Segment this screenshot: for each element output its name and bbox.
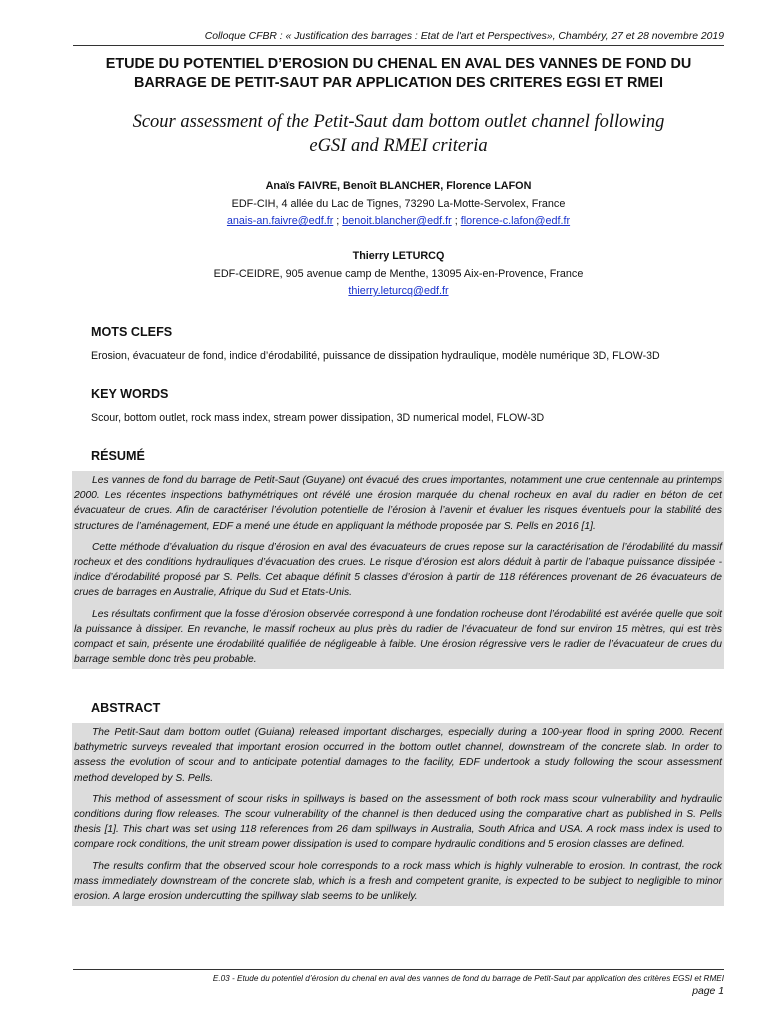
title-french-line-2: BARRAGE DE PETIT-SAUT PAR APPLICATION DES CRITERES EGSI ET RMEI — [133, 75, 664, 91]
conference-header: Colloque CFBR : « Justification des barrages : Etat de l'art et Perspectives», Chambéry, 27 et 28 novembre 2019 — [73, 31, 724, 46]
title-english-line-2: eGSI and RMEI criteria — [309, 136, 488, 156]
title-english — [73, 110, 724, 158]
page-footer: E.03 - Etude du potentiel d’érosion du chenal en aval des vannes de fond du barrage de Petit-Saut par application des critères EGSI et RMEI — [73, 969, 724, 983]
author-names-2: Thierry LETURCQ — [352, 250, 445, 262]
email-link-leturcq[interactable]: thierry.leturcq@edf.fr — [348, 285, 449, 297]
email-separator: ; — [333, 215, 343, 227]
title-english-line-1: Scour assessment of the Petit-Saut dam bottom outlet channel following — [132, 112, 665, 132]
email-line-2 — [73, 283, 724, 301]
title-french-line-1: ETUDE DU POTENTIEL D’EROSION DU CHENAL EN AVAL DES VANNES DE FOND DU — [105, 56, 692, 72]
resume-paragraph: Les vannes de fond du barrage de Petit-Saut (Guyane) ont évacué des crues importantes, notamment une crue centennale au printemps 2000. Les récentes inspections bathymétriques ont révélé une érosion marquée du chenal rocheux en aval du radier en béton de cet évacuateur de crues. Afin de caractériser l’évolution potentielle de l’érosion à l’avenir et évaluer les risques éventuels pour la stabilité des structures de l’aménagement, EDF a mené une étude en appliquant la méthode proposée par S. Pells en 2016 [1]. — [74, 475, 722, 532]
email-separator: ; — [451, 215, 461, 227]
affiliation-2: EDF-CEIDRE, 905 avenue camp de Menthe, 13095 Aix-en-Provence, France — [213, 267, 584, 280]
email-link-faivre[interactable]: anais-an.faivre@edf.fr — [226, 215, 334, 227]
author-names-1: Anaïs FAIVRE, Benoît BLANCHER, Florence LAFON — [265, 180, 532, 192]
key-words-heading: KEY WORDS — [91, 387, 169, 401]
resume-paragraph: Cette méthode d’évaluation du risque d’érosion en aval des évacuateurs de crues repose sur la caractérisation de l’érodabilité du massif rocheux et des conditions hydrauliques d’évacuation des crues. Le risque d’érosion est alors déduit à partir de l’abaque puissance dissipée - indice d’érodabilité proposé par S. Pells. Cet abaque définit 5 classes d’érosion à partir de 118 références provenant de 26 évacuateurs de crues de barrages en Australie, Afrique du Sud et Etats-Unis. — [74, 541, 722, 599]
page-number: page 1 — [692, 986, 724, 997]
author-block-2 — [73, 248, 724, 301]
abstract-paragraph: The Petit-Saut dam bottom outlet (Guiana) released important discharges, especially during a 100-year flood in spring 2000. Recent bathymetric surveys revealed that important erosion occurred in the bottom outlet channel, downstream of the concrete slab. In order to assess the evolution of scour and to anticipate potential damages to the facility, EDF undertook a study following the scour assessment method developed by S. Pells. — [74, 727, 722, 784]
author-block-1 — [73, 178, 724, 231]
resume-box — [72, 471, 724, 669]
title-french — [73, 55, 724, 93]
key-words-text: Scour, bottom outlet, rock mass index, stream power dissipation, 3D numerical model, FLOW-3D — [91, 412, 545, 424]
email-link-blancher[interactable]: benoit.blancher@edf.fr — [342, 215, 452, 227]
mots-clefs-heading: MOTS CLEFS — [91, 325, 173, 339]
abstract-paragraph: This method of assessment of scour risks in spillways is based on the assessment of both rock mass scour vulnerability and hydraulic conditions during flow releases. The scour vulnerability of the channel is then deduced using the comparative chart as published in S. Pells thesis [1]. This chart was set using 118 references from 26 dam spillways in Australia, South Africa and USA. A rock mass index is used to compare rock conditions, the unit stream power dissipation is used to compare hydraulic conditions and 5 erosion classes are defined. — [74, 793, 722, 851]
email-link-lafon[interactable]: florence-c.lafon@edf.fr — [460, 215, 571, 227]
affiliation-1: EDF-CIH, 4 allée du Lac de Tignes, 73290 La-Motte-Servolex, France — [231, 197, 566, 210]
mots-clefs-text: Erosion, évacuateur de fond, indice d’érodabilité, puissance de dissipation hydraulique, modèle numérique 3D, FLOW-3D — [91, 350, 660, 362]
resume-heading: RÉSUMÉ — [91, 449, 145, 463]
resume-paragraph: Les résultats confirment que la fosse d’érosion observée correspond à une fondation rocheuse dont l’érodabilité est avérée quelle que soit la puissance à dissiper. En revanche, le massif rocheux au plus près du radier de l’évacuateur de fond sur environ 15 mètres, qui est très compact et sain, présente une érodabilité qualifiée de négligeable à faible. Une érosion régressive vers le radier de l’évacuateur de crues du barrage semble donc très peu probable. — [74, 608, 722, 666]
abstract-heading: ABSTRACT — [91, 701, 161, 715]
abstract-box — [72, 723, 724, 906]
email-line-1 — [73, 213, 724, 231]
abstract-paragraph: The results confirm that the observed scour hole corresponds to a rock mass which is highly vulnerable to erosion. In contrast, the rock mass immediately downstream of the concrete slab, which is a fresh and competent granite, is expected to be subject to negligible to minor erosion. A large erosion undercutting the spillway slab seems to be unlikely. — [74, 860, 722, 903]
